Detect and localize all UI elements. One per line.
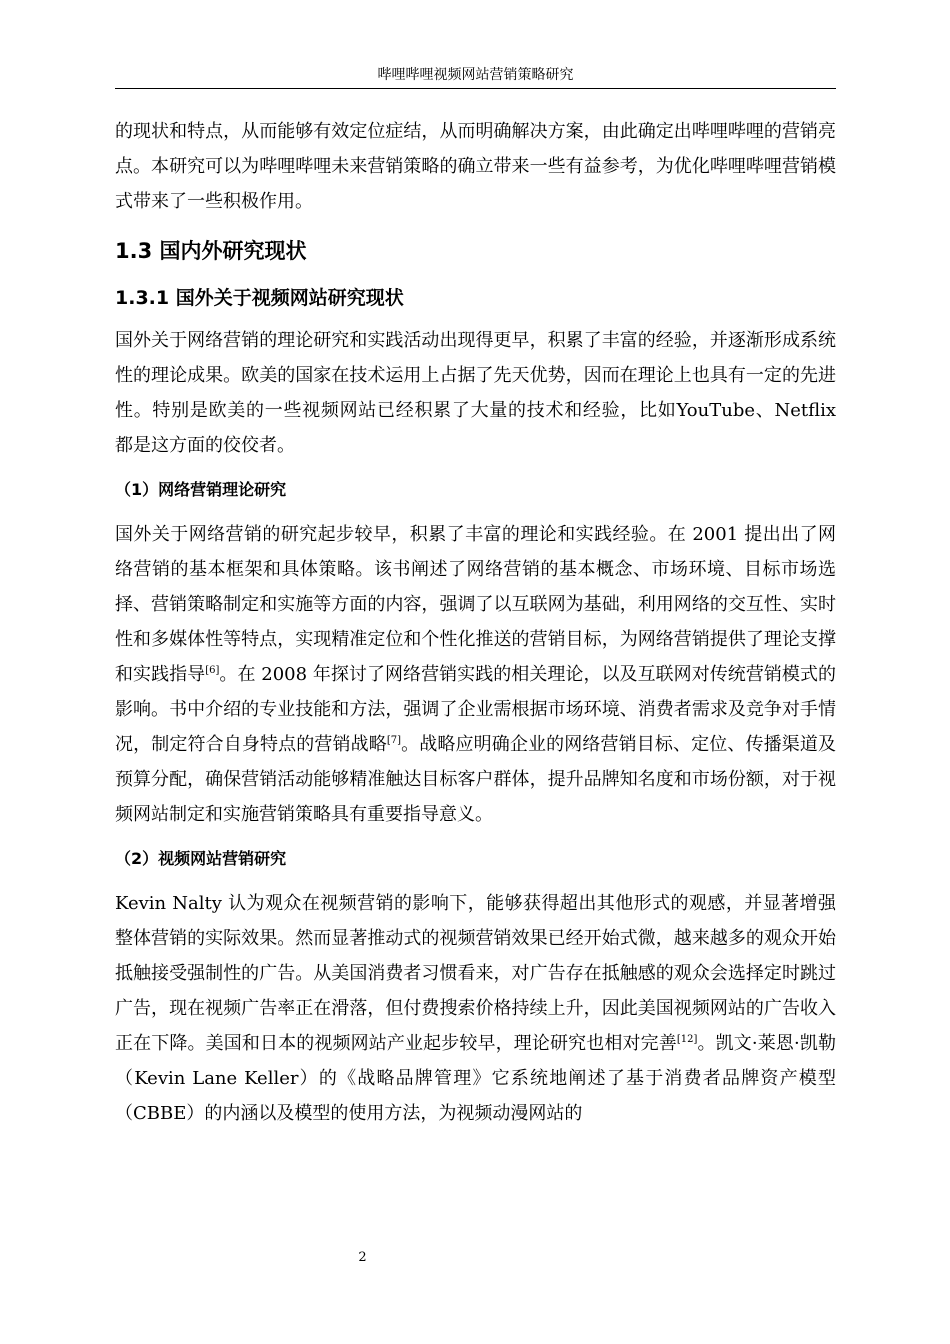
video-marketing-paragraph	[115, 886, 836, 1131]
video-marketing-text-1: Kevin Nalty 认为观众在视频营销的影响下，能够获得超出其他形式的观感，并显著增强整体营销的实际效果。然而显著推动式的视频营销效果已经开始式微，越来越多的观众开始抵触接受强制性的广告。从美国消费者习惯看来，对广告存在抵触感的观众会选择定时跳过广告，现在视频广告率正在滑落，但付费搜索价格持续上升，因此美国视频网站的广告收入正在下降。美国和日本的视频网站产业起步较早，理论研究也相对完善	[115, 893, 836, 1054]
intro-paragraph: 的现状和特点，从而能够有效定位症结，从而明确解决方案，由此确定出哔哩哔哩的营销亮点。本研究可以为哔哩哔哩未来营销策略的确立带来一些有益参考，为优化哔哩哔哩营销模式带来了一些积极作用。	[115, 121, 836, 212]
running-header: 哔哩哔哩视频网站营销策略研究	[377, 67, 574, 83]
header-divider	[115, 88, 836, 89]
marketing-theory-text-1: 国外关于网络营销的研究起步较早，积累了丰富的理论和实践经验。在 2001 提出出了网络营销的基本框架和具体策略。该书阐述了网络营销的基本概念、市场环境、目标市场选择、营销策略制定和实施等方面的内容，强调了以互联网为基础，利用网络的交互性、实时性和多媒体性等特点，实现精准定位和个性化推送的营销目标，为网络营销提供了理论支撑和实践指导	[115, 524, 836, 685]
marketing-theory-paragraph	[115, 517, 836, 832]
section-heading-1-3: 1.3 国内外研究现状	[115, 239, 307, 263]
foreign-research-paragraph: 国外关于网络营销的理论研究和实践活动出现得更早，积累了丰富的经验，并逐渐形成系统性的理论成果。欧美的国家在技术运用上占据了先天优势，因而在理论上也具有一定的先进性。特别是欧美的一些视频网站已经积累了大量的技术和经验，比如YouTube、Netflix 都是这方面的佼佼者。	[115, 330, 836, 456]
subsection-heading-marketing-theory: （1）网络营销理论研究	[115, 480, 287, 499]
citation-ref-12: [12]	[676, 1034, 698, 1045]
video-marketing-text-2: 。凯文·莱恩·凯勒（Kevin Lane Keller）的《战略品牌管理》它系统地阐述了基于消费者品牌资产模型（CBBE）的内涵以及模型的使用方法，为视频动漫网站的	[115, 1033, 836, 1124]
section-heading-1-3-1: 1.3.1 国外关于视频网站研究现状	[115, 287, 404, 309]
page-body	[115, 114, 836, 1131]
marketing-theory-text-3: 。战略应明确企业的网络营销目标、定位、传播渠道及预算分配，确保营销活动能够精准触达目标客户群体，提升品牌知名度和市场份额，对于视频网站制定和实施营销策略具有重要指导意义。	[115, 734, 836, 825]
citation-ref-7: [7]	[386, 735, 402, 746]
citation-ref-6: [6]	[205, 665, 220, 676]
page-number: 2	[358, 1250, 367, 1265]
marketing-theory-text-2: 。在 2008 年探讨了网络营销实践的相关理论，以及互联网对传统营销模式的影响。书中介绍的专业技能和方法，强调了企业需根据市场环境、消费者需求及竞争对手情况，制定符合自身特点的营销战略	[115, 664, 837, 755]
subsection-heading-video-marketing: （2）视频网站营销研究	[115, 849, 287, 868]
